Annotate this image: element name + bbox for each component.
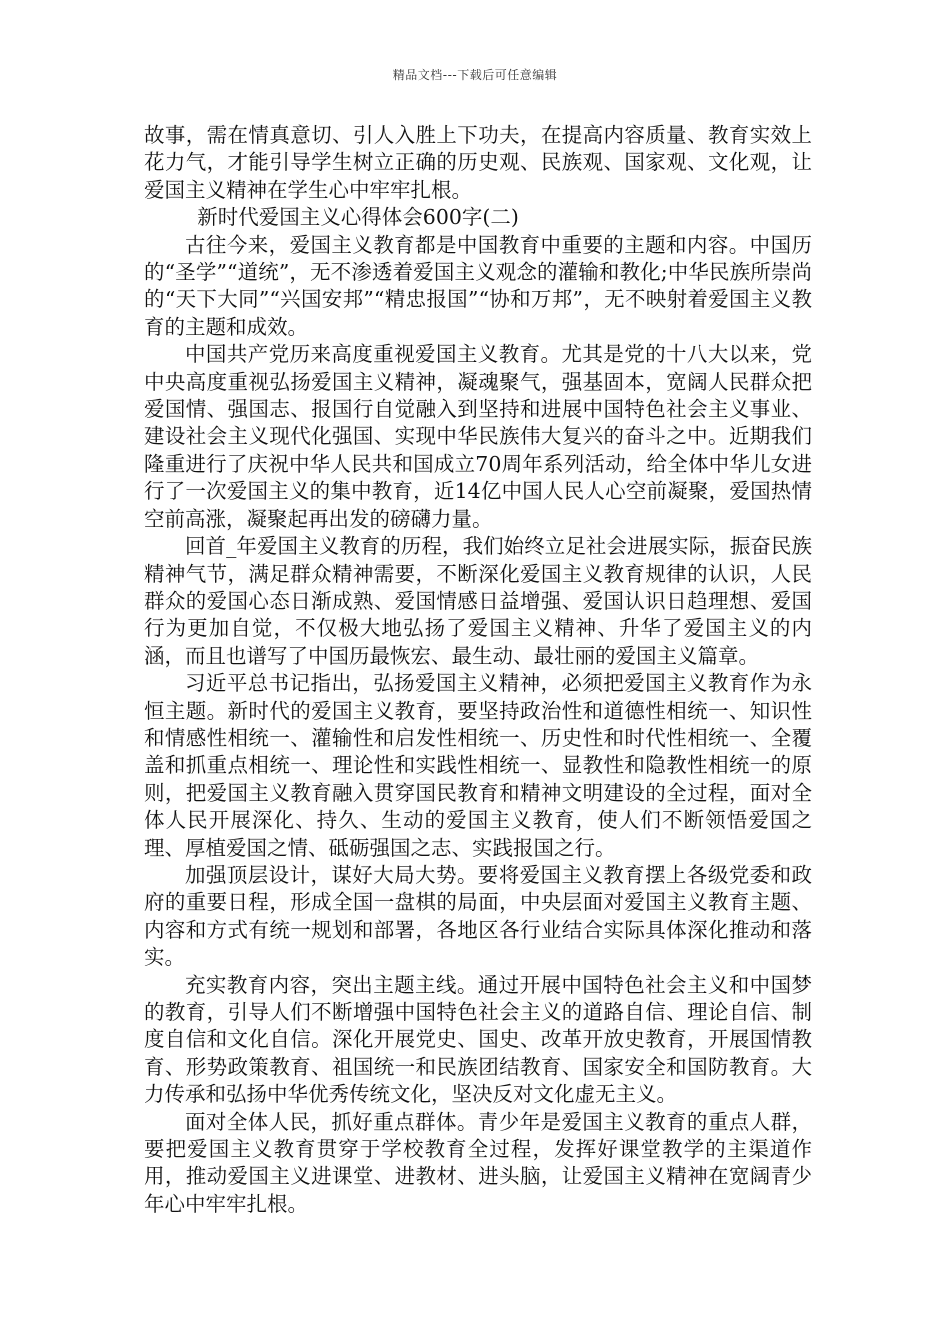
paragraph: 加强顶层设计，谋好大局大势。要将爱国主义教育摆上各级党委和政府的重要日程，形成全国一盘棋的局面，中央层面对爱国主义教育主题、内容和方式有统一规划和部署，各地区各行业结合实际具体深化推动和落实。 — [144, 862, 812, 970]
paragraph-continued: 故事，需在情真意切、引人入胜上下功夫，在提高内容质量、教育实效上花力气，才能引导学生树立正确的历史观、民族观、国家观、文化观，让爱国主义精神在学生心中牢牢扎根。 — [144, 123, 812, 202]
section-subtitle: 新时代爱国主义心得体会600字(二) — [197, 205, 519, 230]
paragraph: 面对全体人民，抓好重点群体。青少年是爱国主义教育的重点人群，要把爱国主义教育贯穿于学校教育全过程，发挥好课堂教学的主渠道作用，推动爱国主义进课堂、进教材、进头脑，让爱国主义精神在宽阔青少年心中牢牢扎根。 — [144, 1109, 812, 1216]
page-header: 精品文档---下载后可任意编辑 — [392, 68, 558, 82]
paragraph: 习近平总书记指出，弘扬爱国主义精神，必须把爱国主义教育作为永恒主题。新时代的爱国主义教育，要坚持政治性和道德性相统一、知识性和情感性相统一、灌输性和启发性相统一、历史性和时代性相统一、全覆盖和抓重点相统一、理论性和实践性相统一、显教性和隐教性相统一的原则，把爱国主义教育融入贯穿国民教育和精神文明建设的全过程，面对全体人民开展深化、持久、生动的爱国主义教育，使人们不断领悟爱国之理、厚植爱国之情、砥砺强国之志、实践报国之行。 — [144, 671, 812, 860]
paragraph: 中国共产党历来高度重视爱国主义教育。尤其是党的十八大以来，党中央高度重视弘扬爱国主义精神，凝魂聚气，强基固本，宽阔人民群众把爱国情、强国志、报国行自觉融入到坚持和进展中国特色社会主义事业、建设社会主义现代化强国、实现中华民族伟大复兴的奋斗之中。近期我们隆重进行了庆祝中华人民共和国成立70周年系列活动，给全体中华儿女进行了一次爱国主义的集中教育，近14亿中国人民人心空前凝聚，爱国热情空前高涨，凝聚起再出发的磅礴力量。 — [144, 342, 812, 531]
paragraph: 回首_年爱国主义教育的历程，我们始终立足社会进展实际，振奋民族精神气节，满足群众精神需要，不断深化爱国主义教育规律的认识，人民群众的爱国心态日渐成熟、爱国情感日益增强、爱国认识日趋理想、爱国行为更加自觉，不仅极大地弘扬了爱国主义精神、升华了爱国主义的内涵，而且也谱写了中国历最恢宏、最生动、最壮丽的爱国主义篇章。 — [144, 534, 812, 668]
paragraph: 古往今来，爱国主义教育都是中国教育中重要的主题和内容。中国历的“圣学”“道统”，无不渗透着爱国主义观念的灌输和教化;中华民族所崇尚的“天下大同”“兴国安邦”“精忠报国”“协和万邦”，无不映射着爱国主义教育的主题和成效。 — [144, 232, 812, 339]
document-body — [144, 122, 812, 1218]
paragraph: 充实教育内容，突出主题主线。通过开展中国特色社会主义和中国梦的教育，引导人们不断增强中国特色社会主义的道路自信、理论自信、制度自信和文化自信。深化开展党史、国史、改革开放史教育，开展国情教育、形势政策教育、祖国统一和民族团结教育、国家安全和国防教育。大力传承和弘扬中华优秀传统文化，坚决反对文化虚无主义。 — [144, 972, 812, 1107]
